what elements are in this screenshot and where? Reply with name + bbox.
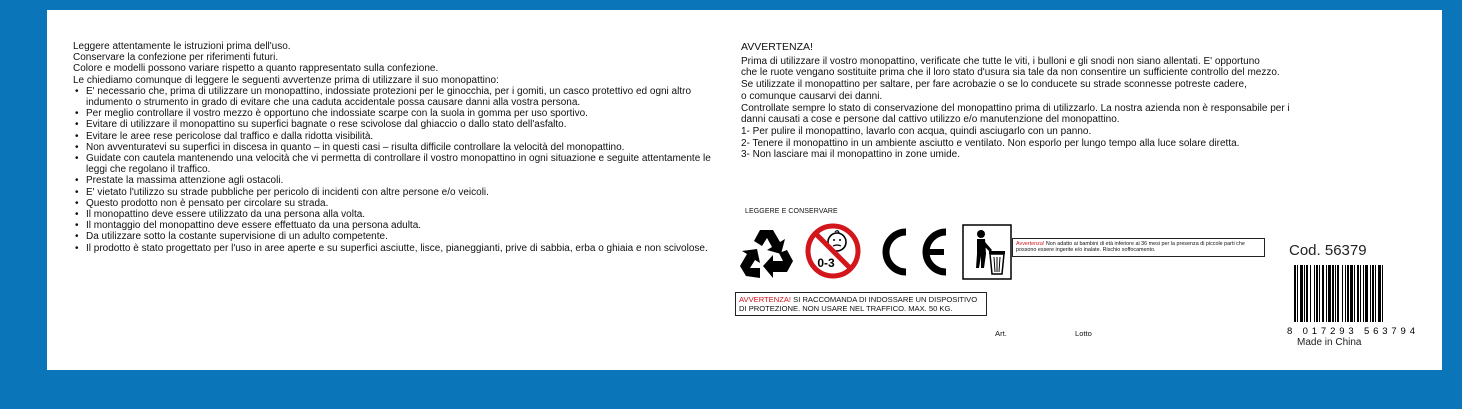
warning-item: • Evitare le aree rese pericolose dal traffico e dalla ridotta visibilità. — [73, 131, 733, 142]
age-range-text: 0-3 — [817, 256, 835, 270]
intro-line: Colore e modelli possono variare rispetto a quanto rappresentato sulla confezione. — [73, 63, 439, 75]
keep-label: LEGGERE E CONSERVARE — [745, 208, 838, 215]
barcode-number: 8 017293 563794 — [1287, 326, 1415, 337]
warning-item: • Il prodotto è stato progettato per l'uso in aree aperte e su superfici asciutte, lisce, pianeggianti, prive di sabbia, erba o ghiaia e non scivolose. — [73, 243, 733, 254]
avvertenza-title: AVVERTENZA! — [741, 41, 813, 53]
warning-item: • E' necessario che, prima di utilizzare un monopattino, indossiate protezioni per le ginocchia, per i gomiti, un casco protettivo ed ogni altro indumento o strumento in grado di evitare che una caduta accidentale possa causare danni alla vostra persona. — [73, 86, 733, 108]
art-label: Art. — [995, 329, 1007, 338]
intro-line: Conservare la confezione per riferimenti futuri. — [73, 52, 279, 64]
warning-item: • Da utilizzare sotto la costante supervisione di un adulto competente. — [73, 231, 733, 242]
warning-item: • E' vietato l'utilizzo su strade pubbliche per pericolo di incidenti con altre persone e/o veicoli. — [73, 187, 733, 198]
avvertenza-line: Prima di utilizzare il vostro monopattino, verificate che tutte le viti, i bulloni e gli snodi non siano allentati. E' opportuno — [741, 55, 1260, 67]
intro-line: Le chiediamo comunque di leggere le seguenti avvertenze prima di utilizzare il suo monopattino: — [73, 74, 499, 86]
small-warning-text: Non adatto ai bambini di età inferiore ai 36 mesi per la presenza di piccole parti che possono essere ingerite e/o inalate. Rischio soffocamento. — [1016, 241, 1245, 254]
avvertenza-line: che le ruote vengano sostituite prima che il loro stato d'usura sia tale da non consentire un sufficiente controllo del mezzo. — [741, 67, 1280, 79]
avvertenza-line: Controllate sempre lo stato di conservazione del monopattino prima di utilizzarlo. La nostra azienda non è responsabile per i — [741, 102, 1290, 114]
avvertenza-line: 2- Tenere il monopattino in un ambiente asciutto e ventilato. Non esporlo per lungo tempo alla luce solare diretta. — [741, 137, 1240, 149]
warning-item: • Prestate la massima attenzione agli ostacoli. — [73, 175, 733, 186]
barcode-icon — [1286, 265, 1416, 337]
product-label — [47, 10, 1442, 370]
small-warning-prefix: Avvertenza! — [1016, 241, 1045, 247]
small-warning-box — [1012, 238, 1265, 257]
warning-list — [73, 86, 733, 254]
warning-item: • Il monopattino deve essere utilizzato da una persona alla volta. — [73, 209, 733, 220]
avvertenza-line: Se utilizzate il monopattino per saltare, per fare acrobazie o se lo conducete su strade sconnesse potreste cadere, — [741, 79, 1247, 91]
weee-bin-icon — [962, 224, 1012, 280]
avvertenza-line: 1- Per pulire il monopattino, lavarlo con acqua, quindi asciugarlo con un panno. — [741, 125, 1092, 137]
intro-text — [73, 41, 733, 86]
made-in-label: Made in China — [1297, 337, 1362, 348]
avvertenza-line: danni causati a cose e persone dal cattivo utilizzo e/o manutenzione del monopattino. — [741, 114, 1120, 126]
ce-mark-icon — [872, 226, 952, 278]
warning-item: • Guidate con cautela mantenendo una velocità che vi permetta di controllare il vostro monopattino in ogni situazione e seguite attentamente le leggi che regolano il traffico. — [73, 153, 733, 175]
warning-item: • Non avventuratevi su superfici in discesa in quanto – in questi casi – risulta difficile controllare la velocità del monopattino. — [73, 142, 733, 153]
instructions-column — [73, 41, 733, 254]
warning-item: • Evitare di utilizzare il monopattino su superfici bagnate o rese scivolose dal ghiaccio o dallo stato dell'asfalto. — [73, 119, 733, 130]
lotto-label: Lotto — [1075, 329, 1092, 338]
avvertenza-line: o comunque causarvi dei danni. — [741, 90, 883, 102]
no-children-0-3-icon — [804, 222, 862, 280]
warning-item: • Per meglio controllare il vostro mezzo è opportuno che indossiate scarpe con la suola in gomma per uso sportivo. — [73, 108, 733, 119]
warning-item: • Questo prodotto non è pensato per circolare su strada. — [73, 198, 733, 209]
product-code: Cod. 56379 — [1289, 242, 1367, 259]
avvertenza-column — [741, 42, 1431, 161]
warning-item: • Il montaggio del monopattino deve essere effettuato da una persona adulta. — [73, 220, 733, 231]
protection-warning-prefix: AVVERTENZA! — [739, 295, 792, 304]
recycle-icon — [740, 226, 796, 280]
intro-line: Leggere attentamente le istruzioni prima dell'uso. — [73, 41, 291, 52]
avvertenza-line: 3- Non lasciare mai il monopattino in zone umide. — [741, 149, 960, 161]
protection-warning-box — [735, 292, 987, 316]
protection-warning-text: SI RACCOMANDA DI INDOSSARE UN DISPOSITIVO DI PROTEZIONE. NON USARE NEL TRAFFICO. MAX. 50 KG. — [739, 295, 978, 313]
